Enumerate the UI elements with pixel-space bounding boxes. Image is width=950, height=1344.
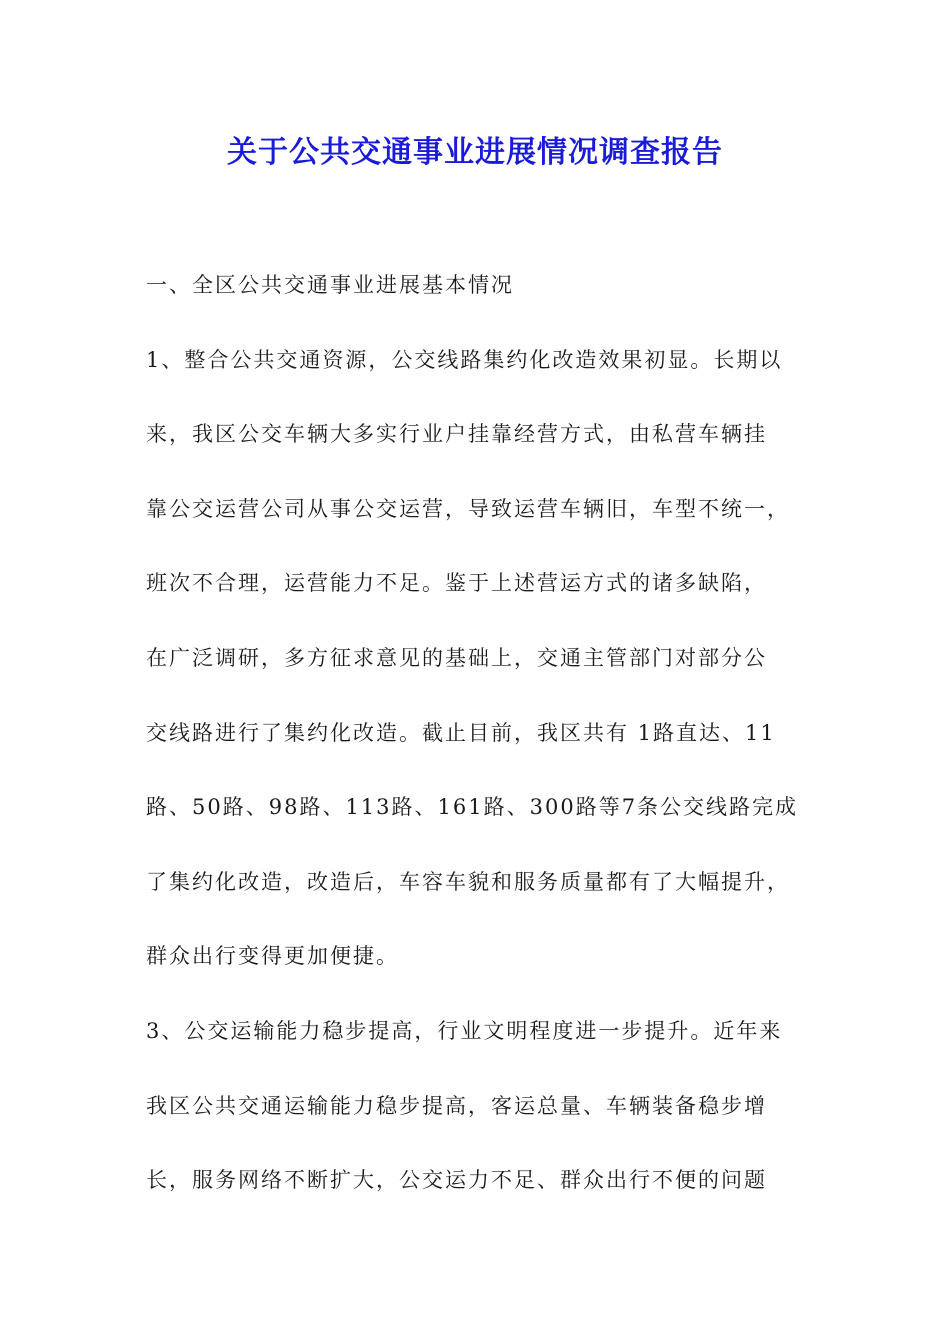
paragraph-line: 群众出行变得更加便捷。 [146,944,399,969]
paragraph-line: 了集约化改造，改造后，车容车貌和服务质量都有了大幅提升， [146,869,790,894]
paragraph-line: 路、50路、98路、113路、161路、300路等7条公交线路完成 [146,795,799,820]
document-title: 关于公共交通事业进展情况调查报告 [227,135,723,170]
paragraph-line: 长，服务网络不断扩大，公交运力不足、群众出行不便的问题 [146,1168,767,1193]
paragraph-line: 在广泛调研，多方征求意见的基础上，交通主管部门对部分公 [146,645,767,670]
paragraph-line: 来，我区公交车辆大多实行业户挂靠经营方式，由私营车辆挂 [146,422,767,447]
paragraph-line: 靠公交运营公司从事公交运营，导致运营车辆旧，车型不统一， [146,496,790,521]
paragraph-line: 1、整合公共交通资源，公交线路集约化改造效果初显。长期以 [146,347,783,372]
paragraph-line: 班次不合理，运营能力不足。鉴于上述营运方式的诸多缺陷， [146,571,767,596]
paragraph-line: 我区公共交通运输能力稳步提高，客运总量、车辆装备稳步增 [146,1093,767,1118]
paragraph-line: 交线路进行了集约化改造。截止目前，我区共有 1路直达、11 [146,720,776,745]
document-body [146,262,816,1232]
paragraph-line: 3、公交运输能力稳步提高，行业文明程度进一步提升。近年来 [146,1018,783,1043]
heading-section-1: 一、全区公共交通事业进展基本情况 [146,273,514,297]
